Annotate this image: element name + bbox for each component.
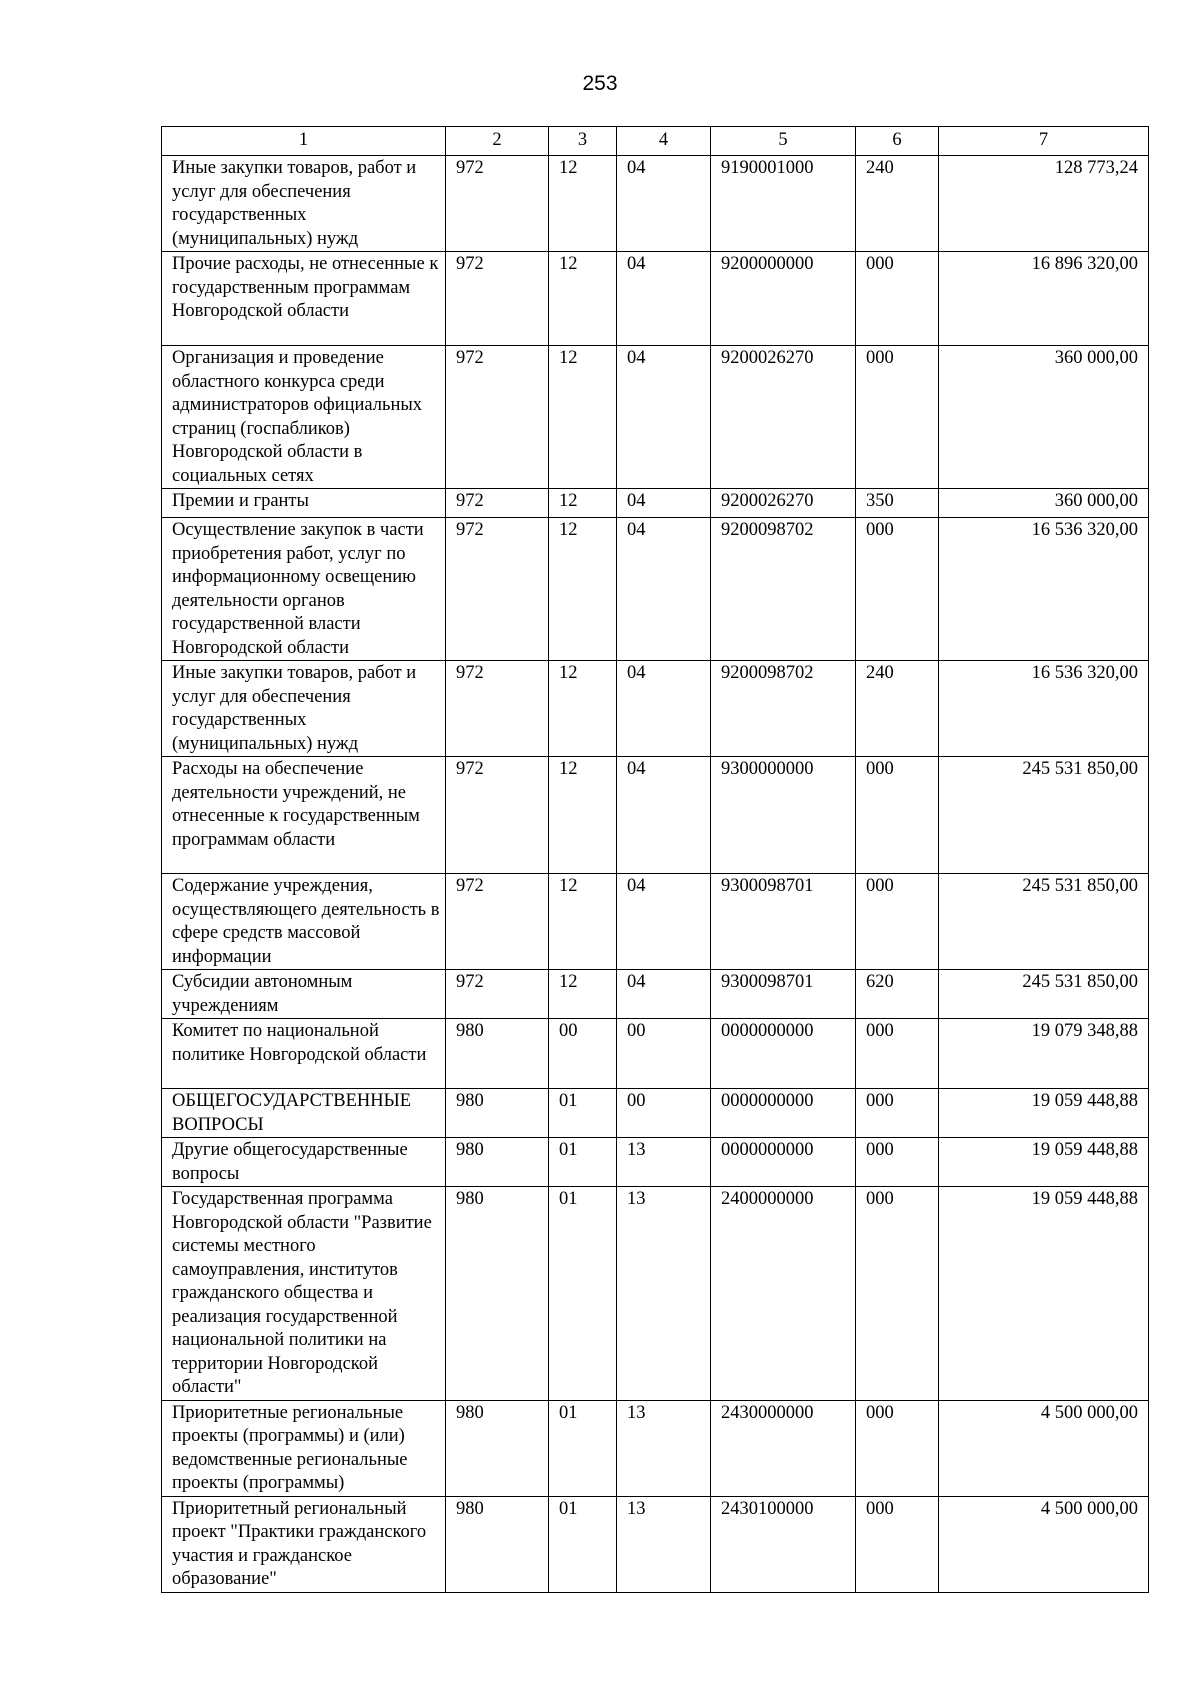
subsection-code-cell: 04 [617,757,711,874]
section-code-cell: 01 [549,1089,617,1138]
amount-cell: 360 000,00 [939,346,1149,489]
ministry-code-cell: 972 [446,874,549,970]
amount-cell: 245 531 850,00 [939,970,1149,1019]
expense-type-cell: 000 [856,1496,939,1592]
target-article-cell: 9200026270 [711,489,856,518]
expense-type-cell: 000 [856,518,939,661]
amount-cell: 360 000,00 [939,489,1149,518]
amount-cell: 245 531 850,00 [939,757,1149,874]
expense-type-cell: 000 [856,1138,939,1187]
page-number: 253 [582,72,618,95]
ministry-code-cell: 972 [446,156,549,252]
section-code-cell: 01 [549,1138,617,1187]
table-row [162,757,1149,874]
target-article-cell: 2400000000 [711,1187,856,1401]
amount-cell: 16 896 320,00 [939,252,1149,346]
budget-table [161,126,1149,1593]
target-article-cell: 0000000000 [711,1089,856,1138]
target-article-cell: 9300098701 [711,874,856,970]
subsection-code-cell: 04 [617,156,711,252]
ministry-code-cell: 980 [446,1187,549,1401]
amount-cell: 16 536 320,00 [939,661,1149,757]
section-code-cell: 00 [549,1019,617,1089]
amount-cell: 19 059 448,88 [939,1187,1149,1401]
expense-type-cell: 000 [856,346,939,489]
expense-type-cell: 000 [856,757,939,874]
section-code-cell: 12 [549,757,617,874]
subsection-code-cell: 04 [617,874,711,970]
subsection-code-cell: 04 [617,970,711,1019]
row-name-cell: Осуществление закупок в части приобретения работ, услуг по информационному освещению деятельности органов государственной власти Новгородской области [162,518,446,661]
ministry-code-cell: 980 [446,1400,549,1496]
target-article-cell: 9200000000 [711,252,856,346]
table-row [162,661,1149,757]
expense-type-cell: 240 [856,156,939,252]
row-name-cell: Иные закупки товаров, работ и услуг для обеспечения государственных (муниципальных) нужд [162,661,446,757]
section-code-cell: 01 [549,1400,617,1496]
table-row [162,1089,1149,1138]
column-header: 1 [162,127,446,156]
row-name-cell: Субсидии автономным учреждениям [162,970,446,1019]
table-row [162,518,1149,661]
expense-type-cell: 000 [856,1019,939,1089]
expense-type-cell: 350 [856,489,939,518]
target-article-cell: 2430000000 [711,1400,856,1496]
ministry-code-cell: 972 [446,757,549,874]
column-header: 3 [549,127,617,156]
target-article-cell: 9300098701 [711,970,856,1019]
subsection-code-cell: 04 [617,489,711,518]
row-name-cell: Приоритетный региональный проект "Практики гражданского участия и гражданское образование" [162,1496,446,1592]
ministry-code-cell: 972 [446,970,549,1019]
table-body [162,156,1149,1593]
column-header: 5 [711,127,856,156]
expense-type-cell: 000 [856,1089,939,1138]
subsection-code-cell: 04 [617,252,711,346]
target-article-cell: 2430100000 [711,1496,856,1592]
table-row [162,874,1149,970]
column-header: 6 [856,127,939,156]
ministry-code-cell: 980 [446,1138,549,1187]
expense-type-cell: 000 [856,252,939,346]
amount-cell: 16 536 320,00 [939,518,1149,661]
target-article-cell: 9300000000 [711,757,856,874]
amount-cell: 19 059 448,88 [939,1089,1149,1138]
ministry-code-cell: 972 [446,661,549,757]
ministry-code-cell: 972 [446,518,549,661]
amount-cell: 19 079 348,88 [939,1019,1149,1089]
section-code-cell: 12 [549,156,617,252]
target-article-cell: 0000000000 [711,1138,856,1187]
subsection-code-cell: 00 [617,1019,711,1089]
table-row [162,1400,1149,1496]
ministry-code-cell: 972 [446,489,549,518]
subsection-code-cell: 13 [617,1400,711,1496]
ministry-code-cell: 972 [446,252,549,346]
section-code-cell: 12 [549,970,617,1019]
table-row [162,156,1149,252]
section-code-cell: 12 [549,252,617,346]
section-code-cell: 12 [549,518,617,661]
section-code-cell: 12 [549,489,617,518]
row-name-cell: ОБЩЕГОСУДАРСТВЕННЫЕ ВОПРОСЫ [162,1089,446,1138]
section-code-cell: 01 [549,1496,617,1592]
table-row [162,1187,1149,1401]
row-name-cell: Комитет по национальной политике Новгородской области [162,1019,446,1089]
expense-type-cell: 620 [856,970,939,1019]
row-name-cell: Организация и проведение областного конкурса среди администраторов официальных страниц (госпабликов) Новгородской области в социальных сетях [162,346,446,489]
target-article-cell: 9200098702 [711,518,856,661]
section-code-cell: 01 [549,1187,617,1401]
row-name-cell: Расходы на обеспечение деятельности учреждений, не отнесенные к государственным программам области [162,757,446,874]
row-name-cell: Другие общегосударственные вопросы [162,1138,446,1187]
amount-cell: 245 531 850,00 [939,874,1149,970]
amount-cell: 128 773,24 [939,156,1149,252]
target-article-cell: 9200098702 [711,661,856,757]
column-header: 7 [939,127,1149,156]
target-article-cell: 0000000000 [711,1019,856,1089]
expense-type-cell: 000 [856,1400,939,1496]
table-row [162,252,1149,346]
subsection-code-cell: 04 [617,346,711,489]
row-name-cell: Прочие расходы, не отнесенные к государственным программам Новгородской области [162,252,446,346]
ministry-code-cell: 980 [446,1089,549,1138]
subsection-code-cell: 04 [617,518,711,661]
table-row [162,346,1149,489]
table-row [162,1138,1149,1187]
table-row [162,970,1149,1019]
section-code-cell: 12 [549,874,617,970]
subsection-code-cell: 00 [617,1089,711,1138]
expense-type-cell: 240 [856,661,939,757]
subsection-code-cell: 13 [617,1496,711,1592]
target-article-cell: 9200026270 [711,346,856,489]
ministry-code-cell: 972 [446,346,549,489]
expense-type-cell: 000 [856,1187,939,1401]
ministry-code-cell: 980 [446,1496,549,1592]
row-name-cell: Содержание учреждения, осуществляющего деятельность в сфере средств массовой информации [162,874,446,970]
row-name-cell: Приоритетные региональные проекты (программы) и (или) ведомственные региональные проекты (программы) [162,1400,446,1496]
amount-cell: 4 500 000,00 [939,1400,1149,1496]
section-code-cell: 12 [549,346,617,489]
ministry-code-cell: 980 [446,1019,549,1089]
table-row [162,1496,1149,1592]
row-name-cell: Иные закупки товаров, работ и услуг для обеспечения государственных (муниципальных) нужд [162,156,446,252]
amount-cell: 4 500 000,00 [939,1496,1149,1592]
column-header: 4 [617,127,711,156]
row-name-cell: Премии и гранты [162,489,446,518]
amount-cell: 19 059 448,88 [939,1138,1149,1187]
table-row [162,489,1149,518]
table-header-row [162,127,1149,156]
column-header: 2 [446,127,549,156]
row-name-cell: Государственная программа Новгородской области "Развитие системы местного самоуправления, институтов гражданского общества и реализация государственной национальной политики на территории Новгородской области" [162,1187,446,1401]
subsection-code-cell: 13 [617,1138,711,1187]
target-article-cell: 9190001000 [711,156,856,252]
expense-type-cell: 000 [856,874,939,970]
section-code-cell: 12 [549,661,617,757]
subsection-code-cell: 13 [617,1187,711,1401]
subsection-code-cell: 04 [617,661,711,757]
table-row [162,1019,1149,1089]
